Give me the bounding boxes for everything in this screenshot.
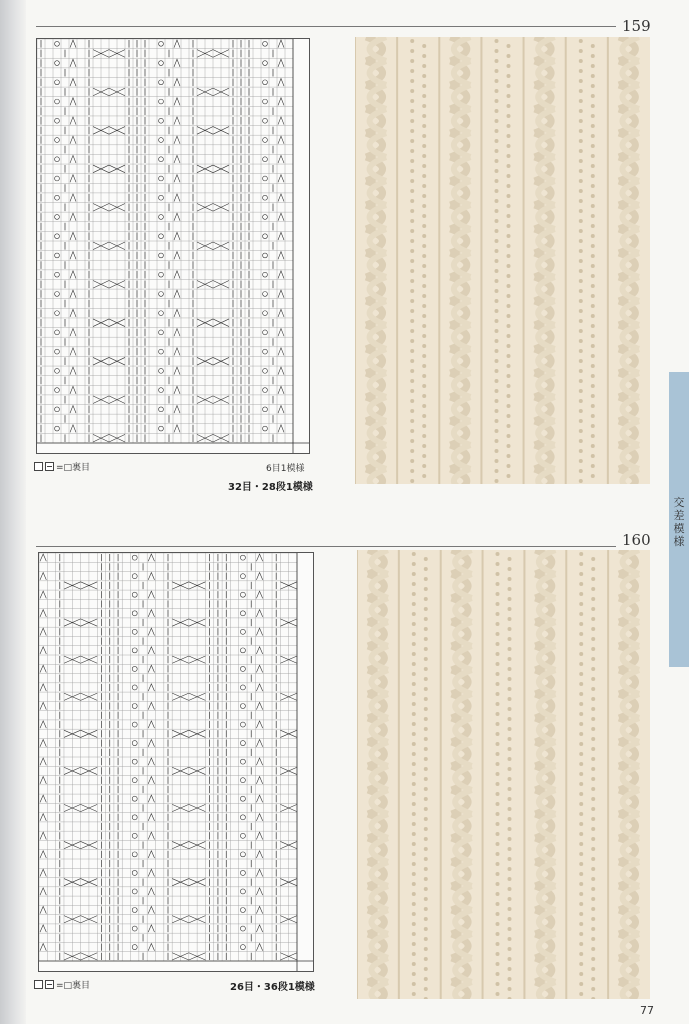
purl-square-icon (45, 980, 54, 989)
knit-swatch-image (357, 550, 650, 999)
purl-square-icon (45, 462, 54, 471)
legend-159 (34, 460, 90, 473)
legend-text: =□裏目 (56, 981, 91, 991)
page-number: 77 (640, 1004, 654, 1017)
swatch-photo-160 (357, 550, 650, 999)
header-rule-159 (36, 26, 616, 27)
gauge-160: 26目・36段1模様 (230, 982, 315, 993)
tab-char: 模 (673, 522, 685, 535)
knit-swatch-image (355, 37, 650, 484)
chart-grid (37, 39, 309, 453)
legend-text: =□裏目 (56, 463, 91, 473)
chapter-tab-label (670, 496, 688, 548)
gauge-159: 32目・28段1模様 (228, 482, 313, 493)
pattern-number-160: 160 (622, 531, 651, 549)
swatch-photo-159 (355, 37, 650, 484)
header-rule-160 (36, 546, 616, 547)
tab-char: 交 (673, 496, 685, 509)
legend-160 (34, 978, 90, 991)
repeat-label-159: 6目1模様 (266, 464, 305, 474)
chart-grid (39, 553, 313, 971)
knitting-chart-159 (36, 38, 310, 454)
blank-square-icon (34, 462, 43, 471)
tab-char: 差 (673, 509, 685, 522)
tab-char: 様 (673, 535, 685, 548)
book-gutter (0, 0, 26, 1024)
knitting-chart-160 (38, 552, 314, 972)
blank-square-icon (34, 980, 43, 989)
pattern-number-159: 159 (622, 17, 651, 35)
